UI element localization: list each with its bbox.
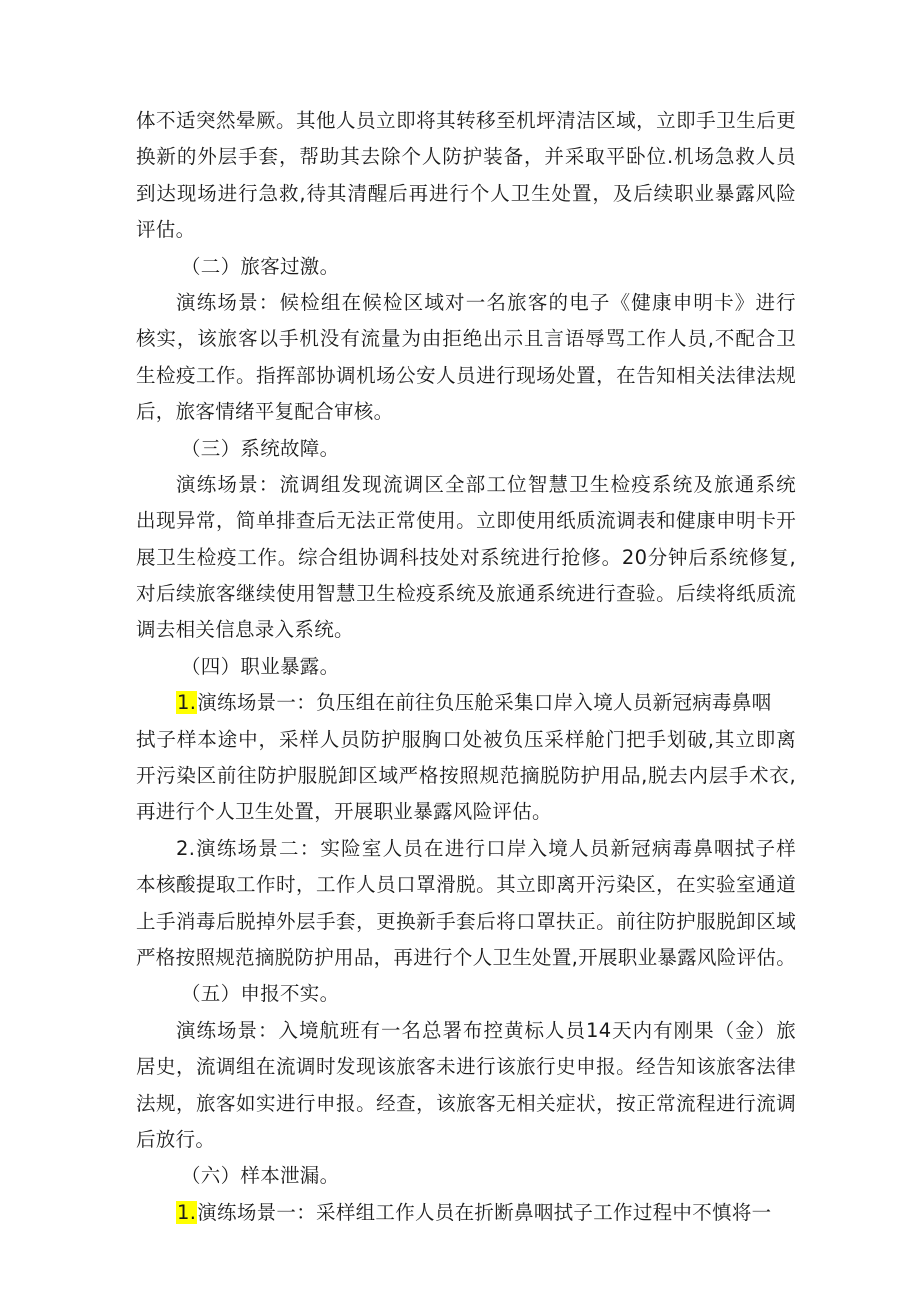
paragraph-text: 演练场景一：采样组工作人员在折断鼻咽拭子工作过程中不慎将一 xyxy=(197,1200,772,1224)
paragraph-line: 演练场景：入境航班有一名总署布控黄标人员14天内有刚果（金）旅 xyxy=(176,1018,796,1042)
paragraph-line: 2.演练场景二：实险室人员在进行口岸入境人员新冠病毒鼻咽拭子样 xyxy=(176,836,796,860)
highlighted-number: 1. xyxy=(177,691,197,715)
paragraph-line: 本核酸提取工作时，工作人员口罩滑脱。其立即离开污染区，在实验室通道 xyxy=(136,873,796,897)
paragraph-line: 再进行个人卫生处置，开展职业暴露风险评估。 xyxy=(136,800,552,824)
paragraph-line: 演练场景：候检组在候检区域对一名旅客的电子《健康申明卡》进行 xyxy=(176,290,796,314)
paragraph-line xyxy=(136,1195,796,1231)
section-heading: （四）职业暴露。 xyxy=(181,654,340,678)
paragraph-line: 调去相关信息录入系统。 xyxy=(136,618,354,642)
section-heading: （二）旅客过激。 xyxy=(181,254,340,278)
document-body xyxy=(136,103,796,1231)
section-heading: （三）系统故障。 xyxy=(181,436,340,460)
section-heading: （六）样本泄漏。 xyxy=(181,1164,340,1188)
paragraph-line: 到达现场进行急救,待其清醒后再进行个人卫生处置，及后续职业暴露风险 xyxy=(136,181,796,205)
paragraph-line: 核实，该旅客以手机没有流量为由拒绝出示且言语辱骂工作人员,不配合卫 xyxy=(136,327,796,351)
paragraph-line: 评估。 xyxy=(136,218,196,242)
paragraph-line: 开污染区前往防护服脱卸区域严格按照规范摘脱防护用品,脱去内层手术衣, xyxy=(136,764,796,788)
paragraph-line: 后，旅客情绪平复配合审核。 xyxy=(136,400,394,424)
paragraph-line: 居史，流调组在流调时发现该旅客未进行该旅行史申报。经告知该旅客法律 xyxy=(136,1055,796,1079)
paragraph-line: 法规，旅客如实进行申报。经查，该旅客无相关症状，按正常流程进行流调 xyxy=(136,1091,796,1115)
paragraph-line: 演练场景：流调组发现流调区全部工位智慧卫生检疫系统及旅通系统 xyxy=(176,472,796,496)
highlighted-number: 1. xyxy=(177,1200,197,1224)
paragraph-line: 拭子样本途中，采样人员防护服胸口处被负压采样舱门把手划破,其立即离 xyxy=(136,727,796,751)
paragraph-line: 生检疫工作。指挥部协调机场公安人员进行现场处置，在告知相关法律法规 xyxy=(136,363,796,387)
paragraph-line: 展卫生检疫工作。综合组协调科技处对系统进行抢修。20分钟后系统修复, xyxy=(136,545,796,569)
paragraph-line: 体不适突然晕厥。其他人员立即将其转移至机坪清洁区域，立即手卫生后更 xyxy=(136,109,796,132)
paragraph-line: 出现异常，简单排查后无法正常使用。立即使用纸质流调表和健康申明卡开 xyxy=(136,509,796,533)
paragraph-line: 上手消毒后脱掉外层手套，更换新手套后将口罩扶正。前往防护服脱卸区域 xyxy=(136,909,796,933)
paragraph-line: 对后续旅客继续使用智慧卫生检疫系统及旅通系统进行查验。后续将纸质流 xyxy=(136,582,796,606)
paragraph-line xyxy=(136,685,796,721)
section-heading: （五）申报不实。 xyxy=(181,982,340,1006)
paragraph-text: 演练场景一：负压组在前往负压舱采集口岸入境人员新冠病毒鼻咽 xyxy=(197,691,772,715)
paragraph-line: 换新的外层手套，帮助其去除个人防护装备，并采取平卧位.机场急救人员 xyxy=(136,145,796,169)
paragraph-line: 后放行。 xyxy=(136,1127,216,1151)
paragraph-line: 严格按照规范摘脱防护用品，再进行个人卫生处置,开展职业暴露风险评估。 xyxy=(136,945,796,969)
